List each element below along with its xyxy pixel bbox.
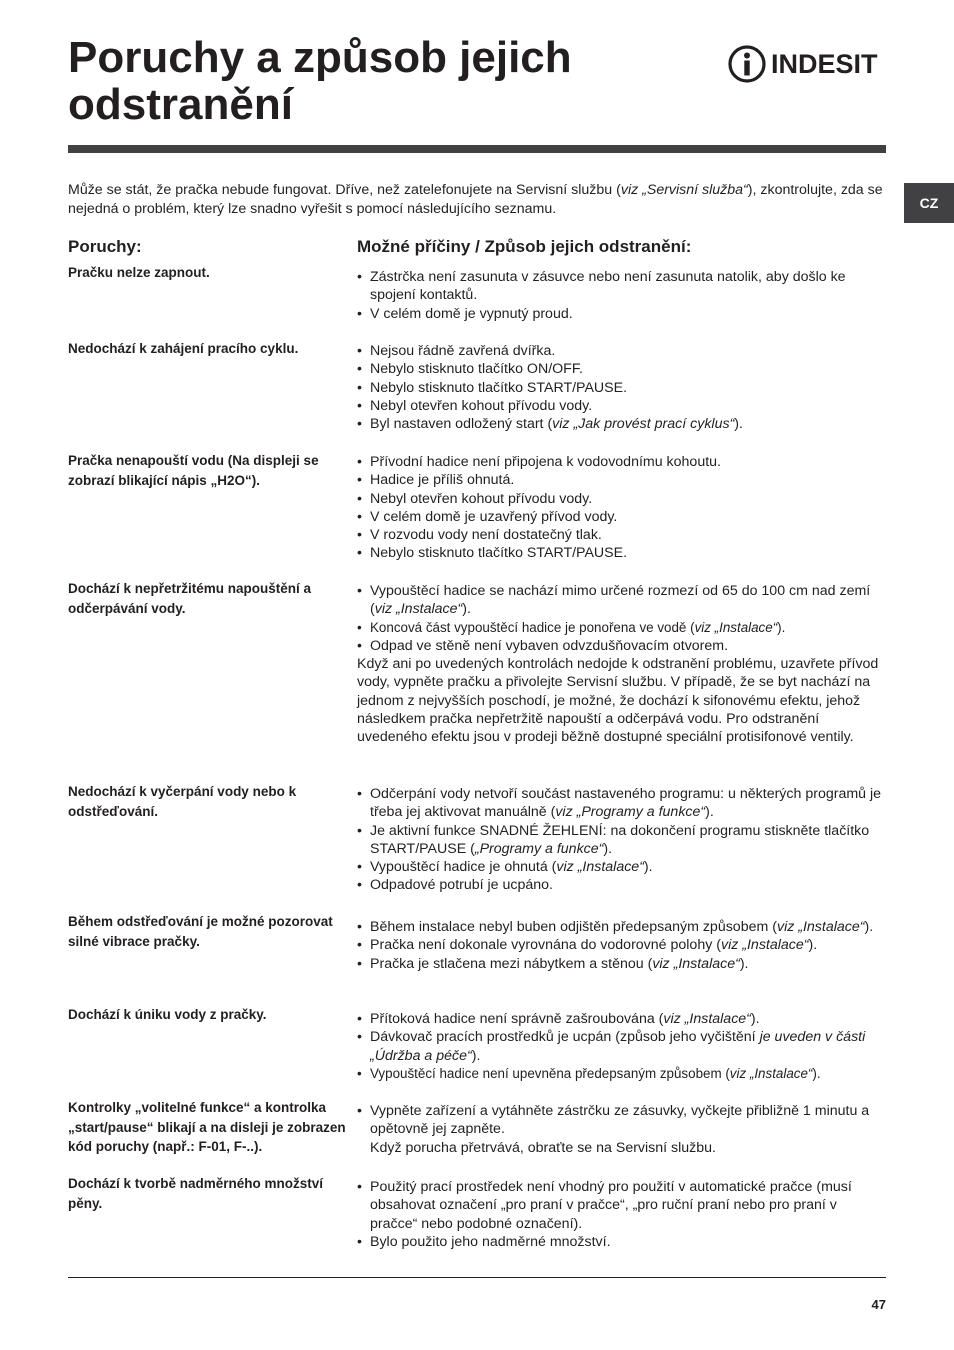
cause-item: • Odpadové potrubí je ucpáno. [357,876,887,894]
brand-name: INDESIT [771,48,878,79]
intro-paragraph [68,181,883,219]
fault-causes [357,342,887,433]
cause-item: • Je aktivní funkce SNADNÉ ŽEHLENÍ: na dokončení programu stiskněte tlačítko START/PAUSE („Programy a funkce“). [357,822,887,859]
cause-item: • Vypouštěcí hadice není upevněna předepsaným způsobem (viz „Instalace“). [357,1065,887,1083]
cause-item: • Dávkovač pracích prostředků je ucpán (způsob jeho vyčištění je uveden v části „Údržba a péče“). [357,1028,887,1065]
cause-item: • Odčerpání vody netvoří součást nastaveného programu: u některých programů je třeba jej aktivovat manuálně (viz „Programy a funkce“). [357,785,887,822]
fault-problem: Dochází k nepřetržitému napouštění a odčerpávání vody. [68,581,312,616]
cause-item: • Nejsou řádně zavřená dvířka. [357,342,887,360]
fault-causes [357,582,887,747]
fault-causes [357,453,887,563]
page-number: 47 [871,1297,886,1312]
intro-reference: viz „Servisní služba“ [620,182,748,198]
cause-item: • Hadice je příliš ohnutá. [357,471,887,489]
cause-item: • Bylo použito jeho nadměrné množství. [357,1233,887,1251]
fault-causes [357,1178,887,1251]
cause-item: • Vypněte zařízení a vytáhněte zástrčku ze zásuvky, vyčkejte přibližně 1 minutu a opětovně jej zapněte. [357,1102,887,1139]
faults-heading: Poruchy: [68,237,142,256]
indesit-i-icon [727,44,767,84]
cause-item: • Přívodní hadice není připojena k vodovodnímu kohoutu. [357,453,887,471]
footer-rule [68,1277,886,1278]
fault-causes [357,1102,887,1157]
cause-item: • Nebyl otevřen kohout přívodu vody. [357,397,887,415]
cause-item: • Byl nastaven odložený start (viz „Jak provést prací cyklus“). [357,415,887,433]
brand-logo [727,44,878,84]
cause-item: • Nebylo stisknuto tlačítko START/PAUSE. [357,379,887,397]
cause-item: • Přítoková hadice není správně zašroubována (viz „Instalace“). [357,1010,887,1028]
cause-item: • Nebylo stisknuto tlačítko ON/OFF. [357,360,887,378]
fault-problem: Dochází k úniku vody z pračky. [68,1007,267,1022]
cause-item: • Odpad ve stěně není vybaven odvzdušňovacím otvorem. [357,637,887,655]
cause-item: • V celém domě je uzavřený přívod vody. [357,508,887,526]
cause-item: • Zástrčka není zasunuta v zásuvce nebo není zasunuta natolik, aby došlo ke spojení kontaktů. [357,268,887,305]
causes-heading: Možné příčiny / Způsob jejich odstranění: [357,237,692,256]
fault-problem: Pračku nelze zapnout. [68,265,210,280]
cause-item: • Vypouštěcí hadice se nachází mimo určené rozmezí od 65 do 100 cm nad zemí (viz „Instalace“). [357,582,887,619]
fault-problem: Nedochází k zahájení pracího cyklu. [68,341,299,356]
cause-item: • Během instalace nebyl buben odjištěn předepsaným způsobem (viz „Instalace“). [357,918,887,936]
fault-problem: Pračka nenapouští vodu (Na displeji se zobrazí blikající nápis „H2O“). [68,453,319,488]
header-rule [68,145,886,153]
fault-problem: Během odstřeďování je možné pozorovat silné vibrace pračky. [68,914,333,949]
page-title: Poruchy a způsob jejich odstranění [68,33,572,129]
cause-item: • Nebyl otevřen kohout přívodu vody. [357,490,887,508]
fault-problem: Nedochází k vyčerpání vody nebo k odstřeďování. [68,784,297,819]
language-tab: CZ [904,183,954,223]
fault-causes [357,785,887,895]
cause-item: • Nebylo stisknuto tlačítko START/PAUSE. [357,544,887,562]
cause-item: • Koncová část vypouštěcí hadice je ponořena ve vodě (viz „Instalace“). [357,619,887,637]
intro-text-end: ), zkontrolujte, zda se nejedná o problém, který lze snadno vyřešit s pomocí následujícího seznamu. [68,182,883,217]
fault-causes [357,268,887,323]
cause-item: • Použitý prací prostředek není vhodný pro použití v automatické pračce (musí obsahovat označení „pro praní v pračce“, „pro ruční praní nebo pro praní v pračce“ nebo podobné označení). [357,1178,887,1233]
cause-note: Když ani po uvedených kontrolách nedojde k odstranění problému, uzavřete přívod vody, vypněte pračku a přivolejte Servisní službu. V případě, že se byt nachází na jednom z nejvyšších poschodí, je možné, že dochází k sifonovému efektu, jehož následkem pračka nepřetržitě napouští a odčerpává vodu. Pro odstranění uvedeného efektu jsou v prodeji běžně dostupné speciální protisifonové ventily. [357,656,879,746]
fault-problem: Kontrolky „volitelné funkce“ a kontrolka „start/pause“ blikají a na disleji je zobrazen kód poruchy (např.: F-01, F-..). [68,1100,346,1154]
cause-item: • V rozvodu vody není dostatečný tlak. [357,526,887,544]
cause-item: • Vypouštěcí hadice je ohnutá (viz „Instalace“). [357,858,887,876]
fault-causes [357,918,887,973]
cause-note: Když porucha přetrvává, obraťte se na Servisní službu. [370,1139,717,1156]
cause-item: • V celém domě je vypnutý proud. [357,305,887,323]
fault-problem: Dochází k tvorbě nadměrného množství pěny. [68,1176,324,1211]
cause-item: • Pračka je stlačena mezi nábytkem a stěnou (viz „Instalace“). [357,955,887,973]
cause-item: • Pračka není dokonale vyrovnána do vodorovné polohy (viz „Instalace“). [357,936,887,954]
fault-causes [357,1010,887,1083]
intro-text: Může se stát, že pračka nebude fungovat. Dříve, než zatelefonujete na Servisní službu ( [68,182,621,198]
